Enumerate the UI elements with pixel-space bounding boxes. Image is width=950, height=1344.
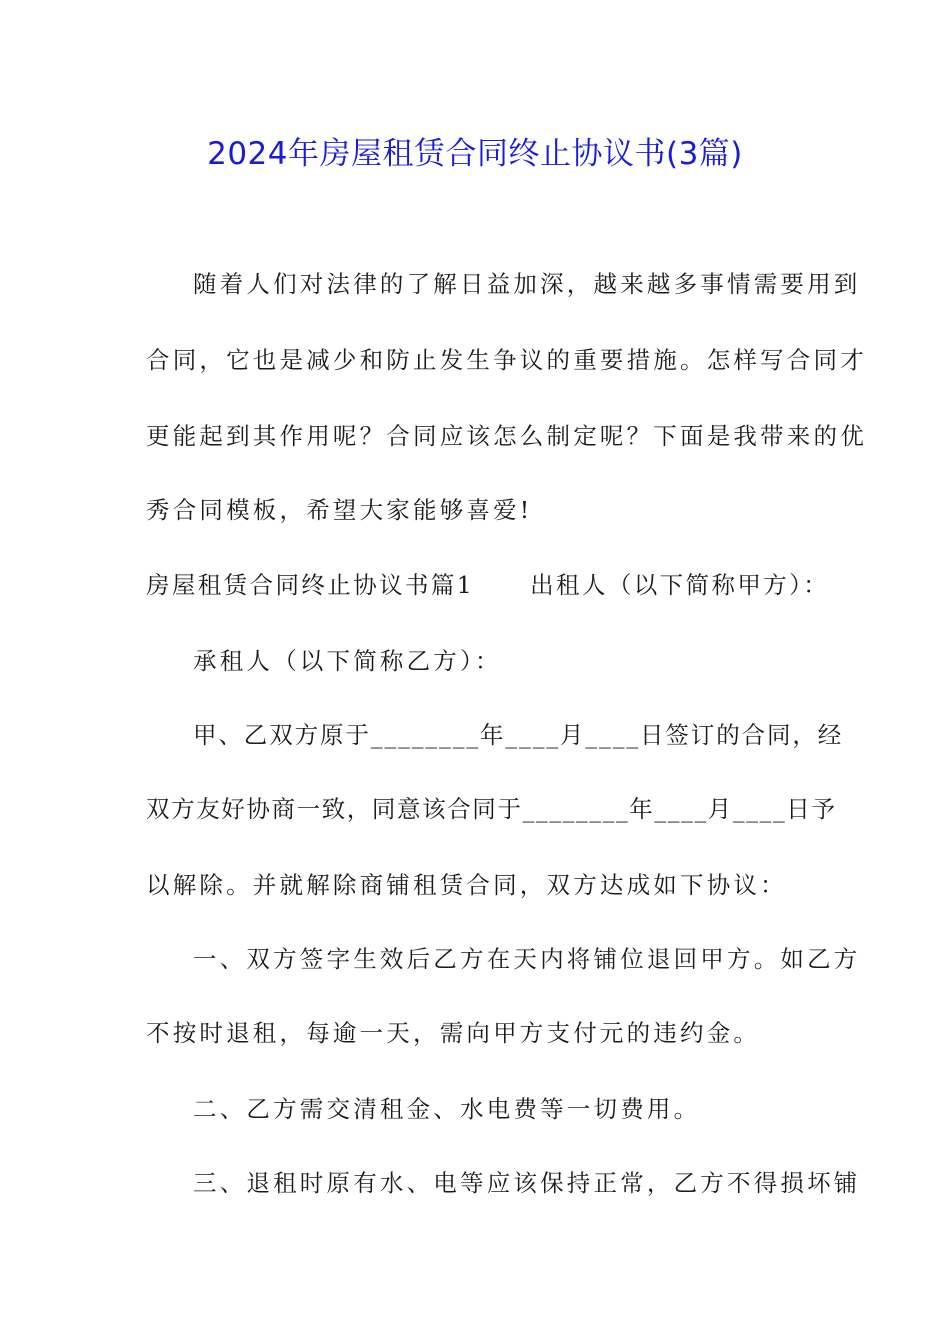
- section-heading: 房屋租赁合同终止协议书篇1: [146, 571, 475, 599]
- lessee-label: 承租人（以下简称乙方）：: [193, 647, 502, 675]
- paragraph-line: 以解除。并就解除商铺租赁合同，双方达成如下协议：: [146, 871, 787, 899]
- paragraph-line: 合同，它也是减少和防止发生争议的重要措施。怎样写合同才: [146, 346, 867, 374]
- paragraph-line: 秀合同模板，希望大家能够喜爱!: [146, 496, 533, 524]
- document-title: 2024年房屋租赁合同终止协议书(3篇): [207, 136, 743, 172]
- paragraph-line: 随着人们对法律的了解日益加深，越来越多事情需要用到: [193, 270, 861, 298]
- paragraph-line: 双方友好协商一致，同意该合同于________年____月____日予: [146, 795, 837, 823]
- section-heading-line: [146, 569, 829, 601]
- clause-line: 二、乙方需交清租金、水电费等一切费用。: [193, 1095, 701, 1123]
- lessor-label: 出租人（以下简称甲方）：: [530, 571, 830, 599]
- clause-line: 三、退租时原有水、电等应该保持正常，乙方不得损坏铺: [193, 1169, 861, 1197]
- paragraph-line: 更能起到其作用呢？合同应该怎么制定呢？下面是我带来的优: [146, 422, 867, 450]
- clause-line: 不按时退租，每逾一天，需向甲方支付元的违约金。: [146, 1019, 761, 1047]
- clause-line: 一、双方签字生效后乙方在天内将铺位退回甲方。如乙方: [193, 945, 861, 973]
- paragraph-line: 甲、乙双方原于________年____月____日签订的合同，经: [193, 721, 844, 749]
